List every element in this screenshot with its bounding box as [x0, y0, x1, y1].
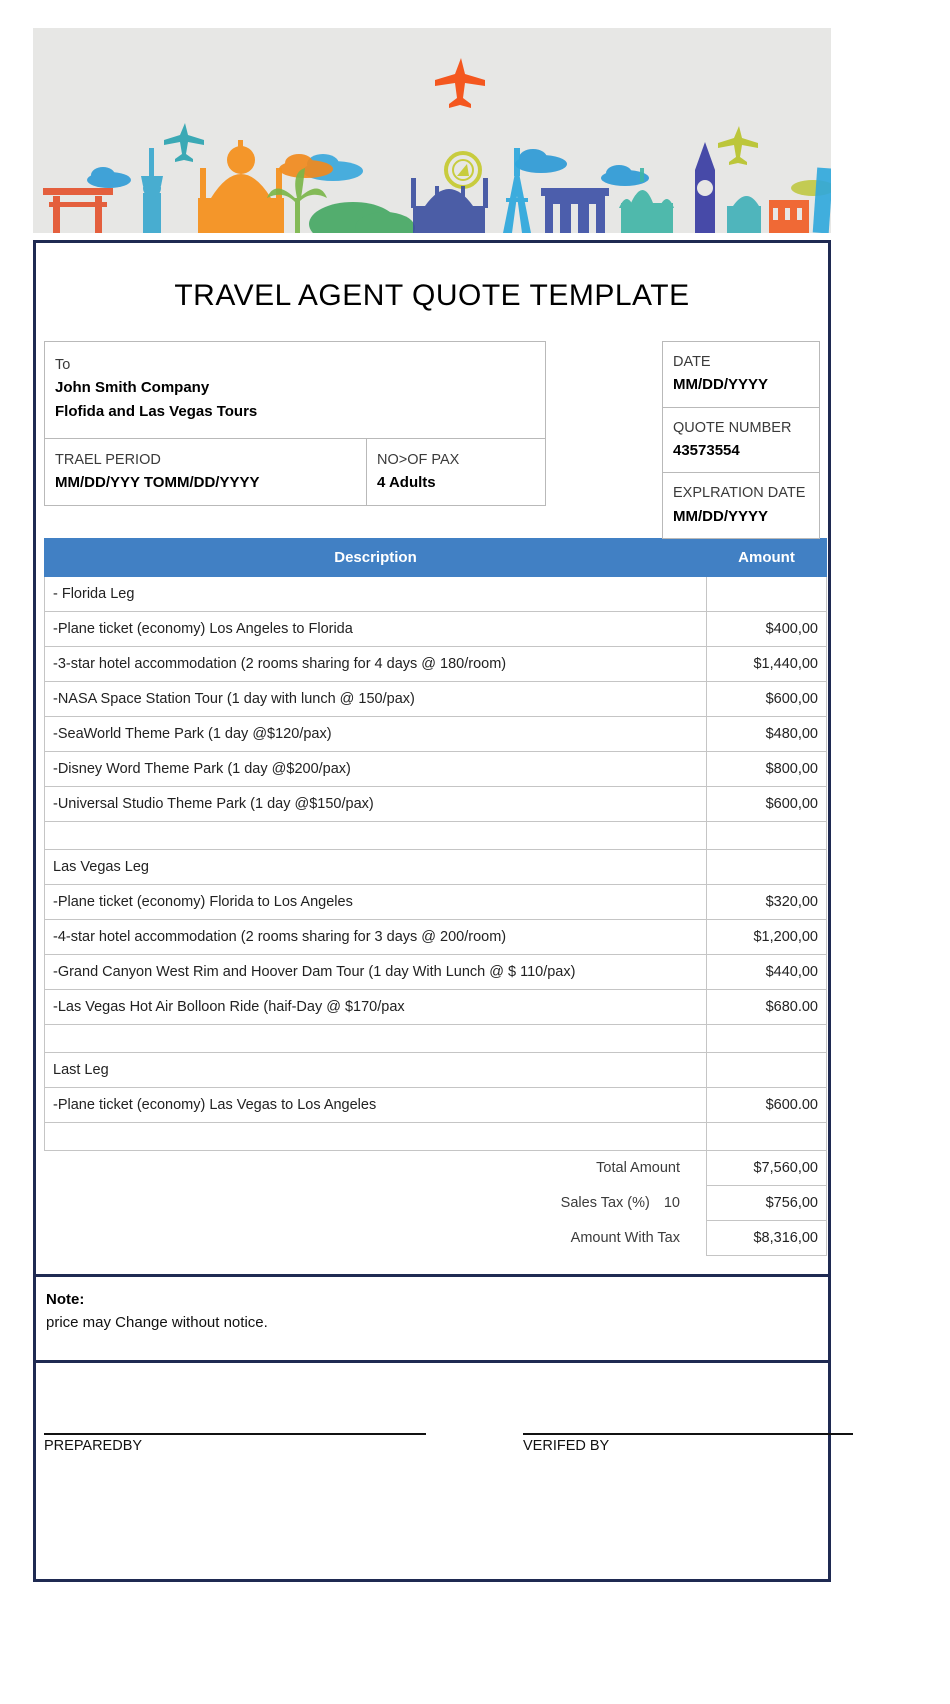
totals-label: Total Amount — [596, 1160, 680, 1177]
cell-amount — [707, 1053, 827, 1088]
cell-description — [45, 1123, 707, 1151]
totals-amount: $756,00 — [707, 1186, 827, 1221]
tax-rate-value: 10 — [663, 1195, 680, 1211]
table-row — [45, 1123, 827, 1151]
recipient-box — [44, 341, 546, 506]
cell-amount: $600,00 — [707, 787, 827, 822]
page-title: TRAVEL AGENT QUOTE TEMPLATE — [174, 279, 690, 312]
totals-amount: $7,560,00 — [707, 1151, 827, 1186]
table-row — [45, 885, 827, 920]
cell-amount: $440,00 — [707, 955, 827, 990]
totals-label: Amount With Tax — [570, 1230, 680, 1246]
date-label: DATE — [673, 354, 711, 370]
cell-description: -Las Vegas Hot Air Bolloon Ride (haif-Day @ $170/pax — [45, 990, 707, 1025]
table-row — [45, 850, 827, 885]
cell-amount — [707, 850, 827, 885]
table-header-row — [45, 539, 827, 577]
table-row — [45, 822, 827, 850]
prepared-by-block — [44, 1433, 426, 1454]
verified-by-block — [523, 1433, 853, 1454]
cell-amount — [707, 1025, 827, 1053]
date-value: MM/DD/YYYY — [673, 376, 769, 394]
cell-description: -3-star hotel accommodation (2 rooms sharing for 4 days @ 180/room) — [45, 647, 707, 682]
to-tours: Flofida and Las Vegas Tours — [55, 402, 258, 420]
cell-amount: $600,00 — [707, 682, 827, 717]
note-section — [36, 1274, 828, 1360]
totals-amount: $8,316,00 — [707, 1221, 827, 1256]
totals-row — [45, 1186, 827, 1221]
table-row — [45, 955, 827, 990]
pax-cell — [367, 439, 545, 505]
expiration-date-label: EXPLRATION DATE — [673, 485, 806, 502]
banner-illustration — [33, 28, 831, 233]
table-row — [45, 717, 827, 752]
quote-meta-box — [662, 341, 820, 539]
quote-number-label: QUOTE NUMBER — [673, 419, 792, 436]
cell-description: -NASA Space Station Tour (1 day with lunch @ 150/pax) — [45, 682, 707, 717]
date-cell — [663, 342, 819, 408]
line-items-body — [45, 577, 827, 1151]
cell-amount: $680.00 — [707, 990, 827, 1025]
verified-by-line[interactable] — [523, 1433, 853, 1435]
colosseum-icon — [769, 200, 809, 233]
cell-description: Last Leg — [45, 1053, 707, 1088]
prepared-by-line[interactable] — [44, 1433, 426, 1435]
header-description: Description — [45, 539, 707, 577]
table-row — [45, 1053, 827, 1088]
travel-period-cell — [45, 439, 367, 505]
table-row — [45, 787, 827, 822]
header-info-section — [44, 341, 820, 525]
cell-description: -SeaWorld Theme Park (1 day @$120/pax) — [45, 717, 707, 752]
expiration-date-cell — [663, 473, 819, 538]
cell-description: -Plane ticket (economy) Florida to Los Angeles — [45, 885, 707, 920]
totals-row — [45, 1151, 827, 1186]
cell-amount — [707, 1123, 827, 1151]
cell-description: - Florida Leg — [45, 577, 707, 612]
line-items-table-wrap — [44, 538, 820, 1256]
verified-by-label: VERIFED BY — [523, 1438, 610, 1454]
cell-description: -Plane ticket (economy) Las Vegas to Los Angeles — [45, 1088, 707, 1123]
expiration-date-value: MM/DD/YYYY — [673, 507, 769, 525]
signature-section — [36, 1360, 828, 1492]
cell-description: -Grand Canyon West Rim and Hoover Dam Tour (1 day With Lunch @ $ 110/pax) — [45, 955, 707, 990]
note-title: Note: — [46, 1291, 85, 1308]
to-label: To — [55, 357, 71, 373]
cell-amount: $320,00 — [707, 885, 827, 920]
table-row — [45, 1025, 827, 1053]
cell-description: -Universal Studio Theme Park (1 day @$150/pax) — [45, 787, 707, 822]
table-row — [45, 577, 827, 612]
cell-description: -4-star hotel accommodation (2 rooms sharing for 3 days @ 200/room) — [45, 920, 707, 955]
recipient-details — [45, 342, 545, 439]
totals-row — [45, 1221, 827, 1256]
quote-document — [33, 240, 831, 1582]
travel-banner-image — [33, 28, 831, 233]
cell-description: Las Vegas Leg — [45, 850, 707, 885]
pax-label: NO>OF PAX — [377, 452, 460, 468]
totals-label: Sales Tax (%) 10 — [560, 1195, 680, 1211]
cell-amount: $1,200,00 — [707, 920, 827, 955]
cell-amount: $600.00 — [707, 1088, 827, 1123]
cell-amount: $480,00 — [707, 717, 827, 752]
travel-period-value: MM/DD/YYY TOMM/DD/YYYY — [55, 474, 260, 492]
table-row — [45, 612, 827, 647]
totals-body — [45, 1151, 827, 1256]
line-items-table — [44, 538, 827, 1256]
cell-description: -Plane ticket (economy) Los Angeles to Florida — [45, 612, 707, 647]
cell-description — [45, 822, 707, 850]
travel-period-label: TRAEL PERIOD — [55, 452, 161, 468]
to-company: John Smith Company — [55, 379, 210, 397]
quote-number-cell — [663, 408, 819, 474]
table-row — [45, 647, 827, 682]
table-row — [45, 990, 827, 1025]
pax-value: 4 Adults — [377, 474, 436, 492]
cell-amount: $800,00 — [707, 752, 827, 787]
header-amount: Amount — [707, 539, 827, 577]
prepared-by-label: PREPAREDBY — [44, 1438, 143, 1454]
table-row — [45, 920, 827, 955]
cell-description — [45, 1025, 707, 1053]
cell-amount — [707, 822, 827, 850]
table-row — [45, 682, 827, 717]
table-row — [45, 752, 827, 787]
note-text: price may Change without notice. — [46, 1314, 268, 1331]
cell-amount: $1,440,00 — [707, 647, 827, 682]
cell-description: -Disney Word Theme Park (1 day @$200/pax) — [45, 752, 707, 787]
cell-amount — [707, 577, 827, 612]
cell-amount: $400,00 — [707, 612, 827, 647]
quote-number-value: 43573554 — [673, 442, 740, 460]
brandenburg-gate-icon — [541, 188, 609, 233]
table-row — [45, 1088, 827, 1123]
